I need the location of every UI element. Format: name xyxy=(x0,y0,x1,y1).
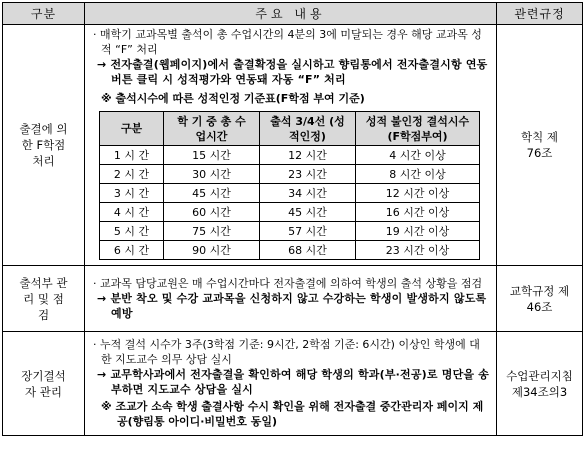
cell: 23 시간 이상 xyxy=(356,241,480,260)
attendance-criteria-table xyxy=(99,111,480,260)
arrow-text: → 교무학사과에서 전자출결을 확인하여 해당 학생의 학과(부·전공)로 명단을 송부하면 지도교수 상담을 실시 xyxy=(97,368,490,396)
bullet-text: · 교과목 담당교원은 매 수업시간마다 전자출결에 의하여 학생의 출석 상황을 점검 xyxy=(93,276,483,290)
row-attendance-check xyxy=(3,266,583,332)
note-text: ※ 조교가 소속 학생 출결사항 수시 확인을 위해 전자출결 중간관리자 페이지 제공(향림통 아이디·비밀번호 동일) xyxy=(101,400,484,428)
arrow-text: → 분반 착오 및 수강 교과목을 신청하지 않고 수강하는 학생이 발생하지 않도록 예방 xyxy=(97,291,487,320)
header-row xyxy=(3,3,583,25)
cell: 2 시 간 xyxy=(100,165,164,184)
table-row xyxy=(100,165,480,184)
cell: 75 시간 xyxy=(164,222,260,241)
category-f-grade: 출결에 의한 F학점 처리 xyxy=(3,25,85,266)
row-f-grade xyxy=(3,25,583,266)
cell: 8 시간 이상 xyxy=(356,165,480,184)
row-long-absence xyxy=(3,332,583,436)
header-category: 구분 xyxy=(3,3,85,25)
criteria-header: 성적 불인정 결석시수 (F학점부여) xyxy=(356,112,480,146)
cell: 4 시 간 xyxy=(100,203,164,222)
category-long-absence: 장기결석자 관리 xyxy=(3,332,85,436)
criteria-header: 출석 3/4선 (성적인정) xyxy=(260,112,356,146)
regulation-f-grade: 학칙 제76조 xyxy=(497,25,583,266)
header-content: 주요 내용 xyxy=(85,3,497,25)
cell: 23 시간 xyxy=(260,165,356,184)
attendance-policy-table xyxy=(2,2,583,436)
criteria-header: 학 기 중 총 수업시간 xyxy=(164,112,260,146)
category-attendance-check: 출석부 관리 및 점검 xyxy=(3,266,85,332)
note-text: ※ 출석시수에 따른 성적인정 기준표(F학점 부여 기준) xyxy=(101,92,365,105)
cell: 90 시간 xyxy=(164,241,260,260)
content-f-grade xyxy=(85,25,497,266)
cell: 30 시간 xyxy=(164,165,260,184)
cell: 34 시간 xyxy=(260,184,356,203)
cell: 16 시간 이상 xyxy=(356,203,480,222)
cell: 6 시 간 xyxy=(100,241,164,260)
cell: 12 시간 xyxy=(260,146,356,165)
cell: 60 시간 xyxy=(164,203,260,222)
table-row xyxy=(100,241,480,260)
cell: 45 시간 xyxy=(260,203,356,222)
cell: 19 시간 이상 xyxy=(356,222,480,241)
cell: 1 시 간 xyxy=(100,146,164,165)
regulation-attendance-check: 교학규정 제46조 xyxy=(497,266,583,332)
cell: 57 시간 xyxy=(260,222,356,241)
content-attendance-check xyxy=(85,266,497,332)
arrow-text: → 전자출결(웹페이지)에서 출결확정을 실시하고 향림통에서 전자출결시항 연동버튼 클릭 시 성적평가와 연동돼 자동 “F” 처리 xyxy=(97,58,488,86)
cell: 68 시간 xyxy=(260,241,356,260)
cell: 45 시간 xyxy=(164,184,260,203)
regulation-long-absence: 수업관리지침 제34조의3 xyxy=(497,332,583,436)
table-row xyxy=(100,146,480,165)
cell: 4 시간 이상 xyxy=(356,146,480,165)
cell: 12 시간 이상 xyxy=(356,184,480,203)
bullet-text: · 매학기 교과목별 출석이 총 수업시간의 4분의 3에 미달되는 경우 해당 교과목 성적 “F” 처리 xyxy=(93,28,482,56)
criteria-header-row xyxy=(100,112,480,146)
table-row xyxy=(100,222,480,241)
header-regulation: 관련규정 xyxy=(497,3,583,25)
cell: 3 시 간 xyxy=(100,184,164,203)
table-row xyxy=(100,184,480,203)
table-row xyxy=(100,203,480,222)
cell: 5 시 간 xyxy=(100,222,164,241)
content-long-absence xyxy=(85,332,497,436)
cell: 15 시간 xyxy=(164,146,260,165)
criteria-header: 구분 xyxy=(100,112,164,146)
bullet-text: · 누적 결석 시수가 3주(3학점 기준: 9시간, 2학점 기준: 6시간) 이상인 학생에 대한 지도교수 의무 상담 실시 xyxy=(93,338,480,366)
